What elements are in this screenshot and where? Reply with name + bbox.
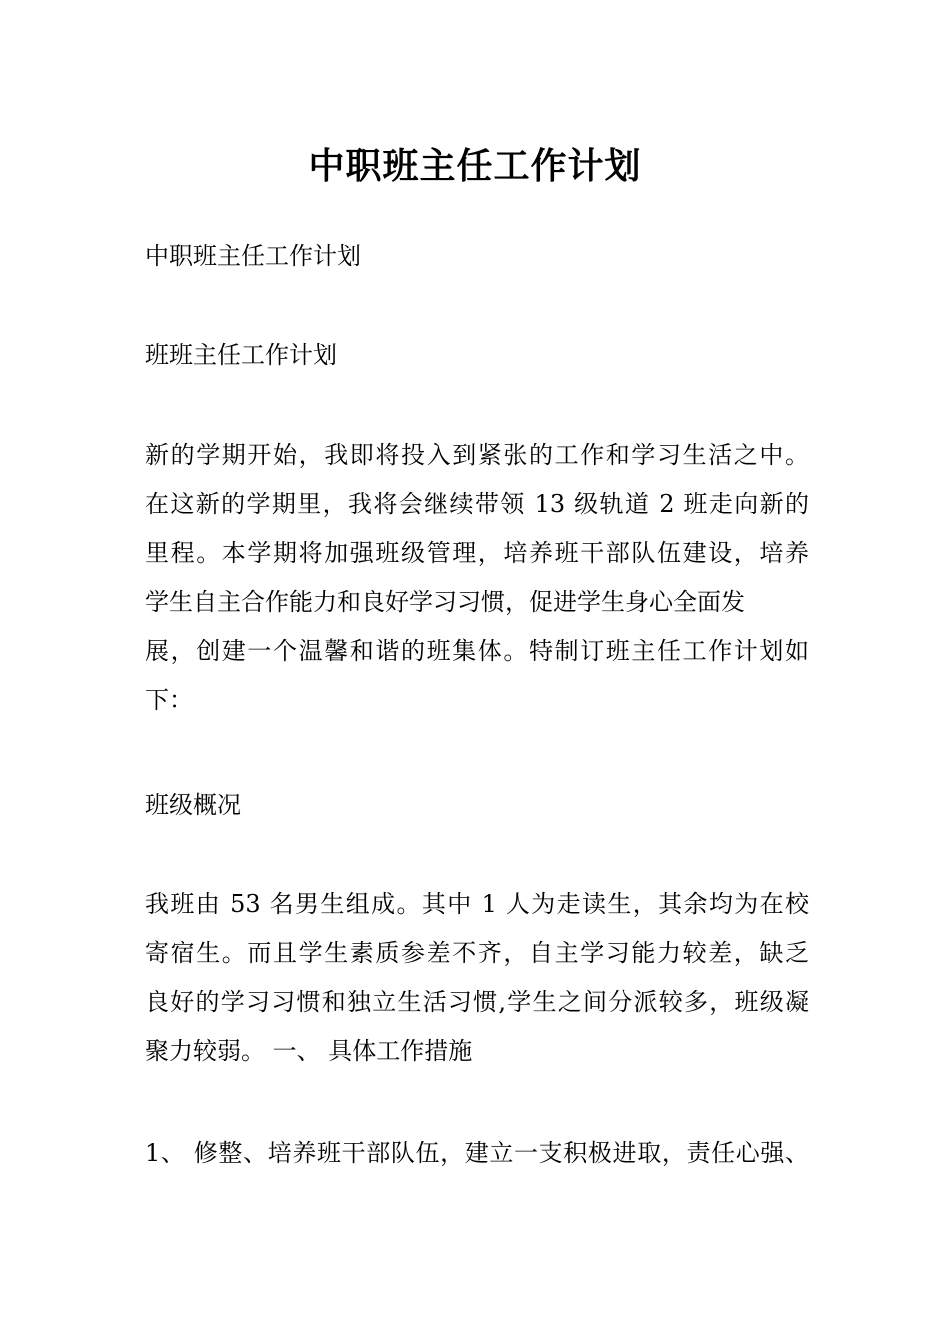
subtitle-line: 中职班主任工作计划 bbox=[145, 242, 361, 270]
overview-heading bbox=[145, 781, 809, 830]
intro-paragraph bbox=[145, 431, 809, 725]
class-plan-title bbox=[145, 331, 809, 380]
class-plan-title-line: 班班主任工作计划 bbox=[145, 341, 337, 369]
intro-line: 在这新的学期里，我将会继续带领 13 级轨道 2 班走向新的 bbox=[145, 490, 809, 518]
overview-line: 良好的学习习惯和独立生活习惯,学生之间分派较多，班级凝 bbox=[145, 988, 809, 1016]
document-subtitle bbox=[145, 232, 809, 281]
overview-heading-line: 班级概况 bbox=[145, 791, 241, 819]
intro-line: 新的学期开始，我即将投入到紧张的工作和学习生活之中。 bbox=[145, 441, 809, 469]
intro-line: 展，创建一个温馨和谐的班集体。特制订班主任工作计划如 bbox=[145, 637, 809, 665]
measure-1-paragraph bbox=[145, 1129, 809, 1178]
intro-line: 下： bbox=[145, 686, 193, 714]
overview-line: 聚力较弱。 一、 具体工作措施 bbox=[145, 1037, 473, 1065]
intro-line: 里程。本学期将加强班级管理，培养班干部队伍建设，培养 bbox=[145, 539, 809, 567]
document-title: 中职班主任工作计划 bbox=[308, 145, 642, 187]
overview-line: 寄宿生。而且学生素质参差不齐，自主学习能力较差，缺乏 bbox=[145, 939, 809, 967]
overview-line: 我班由 53 名男生组成。其中 1 人为走读生，其余均为在校 bbox=[145, 890, 809, 918]
intro-line: 学生自主合作能力和良好学习习惯，促进学生身心全面发 bbox=[145, 588, 745, 616]
measure-1-line: 1、 修整、培养班干部队伍，建立一支积极进取，责任心强、 bbox=[145, 1139, 809, 1167]
overview-paragraph bbox=[145, 880, 809, 1076]
